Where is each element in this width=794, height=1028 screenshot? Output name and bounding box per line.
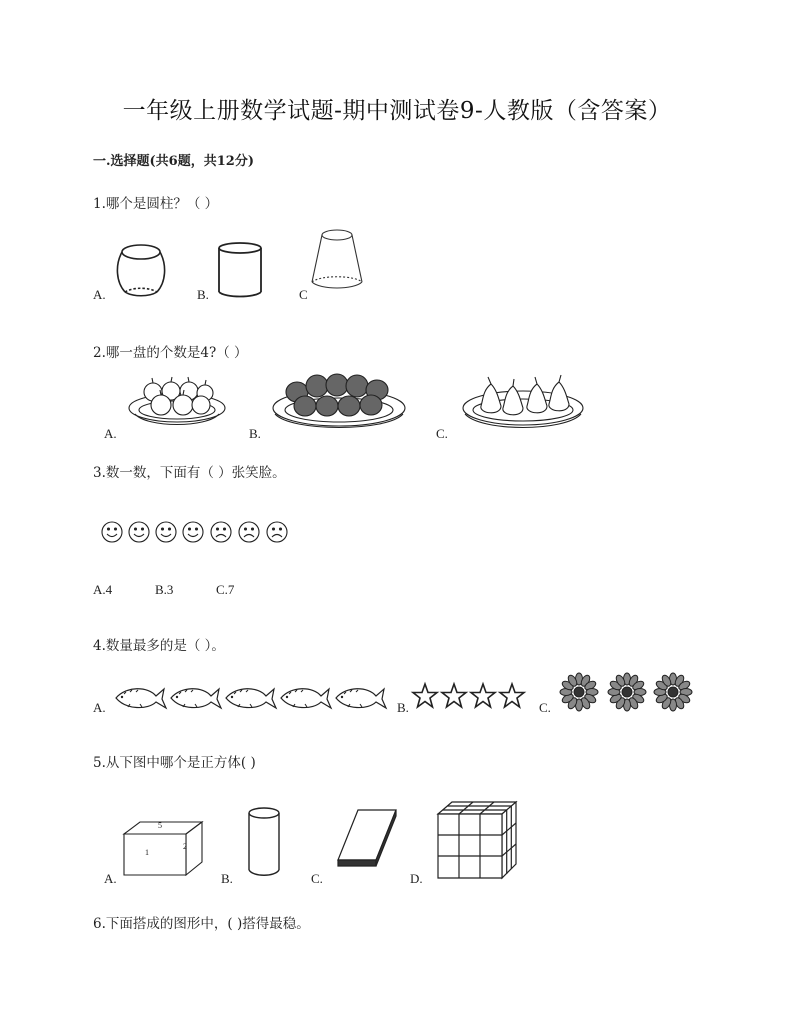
flower-icon (654, 673, 692, 711)
q1-option-a: A. (93, 287, 106, 302)
barrel-shape-icon (113, 240, 173, 302)
q4-option-c: C. (539, 700, 551, 715)
smiley-face-icon (102, 522, 122, 542)
tall-cylinder-icon (247, 806, 283, 878)
star-icon (413, 684, 437, 707)
cuboid-front-label: 1 (145, 848, 149, 857)
sad-face-icon (239, 522, 259, 542)
star-row (412, 683, 528, 709)
question-4-text: 4.数量最多的是（ ）。 (93, 638, 225, 654)
section-heading: 一.选择题(共6题，共12分) (93, 154, 254, 169)
flower-icon (608, 673, 646, 711)
q1-option-b: B. (197, 287, 209, 302)
fish-icon (116, 689, 166, 708)
slab-icon (336, 808, 398, 870)
smiley-face-icon (129, 522, 149, 542)
sad-face-icon (267, 522, 287, 542)
flower-row (558, 673, 698, 713)
flower-icon (560, 673, 598, 711)
q5-option-c: C. (311, 871, 323, 886)
cuboid-top-label: 5 (158, 821, 162, 830)
star-icon (500, 684, 524, 707)
fish-icon (281, 689, 331, 708)
q2-option-c: C. (436, 426, 448, 441)
apple-plate-icon (127, 372, 227, 432)
question-3-text: 3.数一数，下面有（ ）张笑脸。 (93, 465, 286, 481)
star-icon (471, 684, 495, 707)
smiley-face-icon (156, 522, 176, 542)
q5-option-a: A. (104, 871, 117, 886)
rubik-cube-icon (436, 800, 518, 880)
star-icon (442, 684, 466, 707)
q5-option-d: D. (410, 871, 423, 886)
faces-row (100, 520, 290, 544)
cuboid-icon (122, 820, 204, 878)
cuboid-side-label: 2 (183, 842, 187, 851)
frustum-shape-icon (308, 226, 368, 294)
sad-face-icon (211, 522, 231, 542)
page-title: 一年级上册数学试题-期中测试卷9-人教版（含答案） (122, 98, 672, 124)
fish-icon (336, 689, 386, 708)
q2-option-a: A. (104, 426, 117, 441)
fish-icon (226, 689, 276, 708)
fish-row (112, 682, 390, 714)
q3-option-a: A.4 (93, 582, 113, 597)
cylinder-shape-icon (215, 240, 267, 300)
smiley-face-icon (183, 522, 203, 542)
question-1-text: 1.哪个是圆柱？（ ） (93, 196, 219, 212)
q2-option-b: B. (249, 426, 261, 441)
q5-option-b: B. (221, 871, 233, 886)
q3-option-b: B.3 (155, 582, 174, 597)
question-5-text: 5.从下图中哪个是正方体( ) (93, 755, 256, 771)
q3-option-c: C.7 (216, 582, 235, 597)
q4-option-a: A. (93, 700, 106, 715)
fish-icon (171, 689, 221, 708)
pear-plate-icon (461, 366, 585, 434)
question-6-text: 6.下面搭成的图形中，( )搭得最稳。 (93, 916, 310, 932)
strawberry-plate-icon (271, 366, 407, 432)
question-2-text: 2.哪一盘的个数是4?（ ） (93, 345, 248, 361)
q4-option-b: B. (397, 700, 409, 715)
q1-option-c: C (299, 287, 308, 302)
